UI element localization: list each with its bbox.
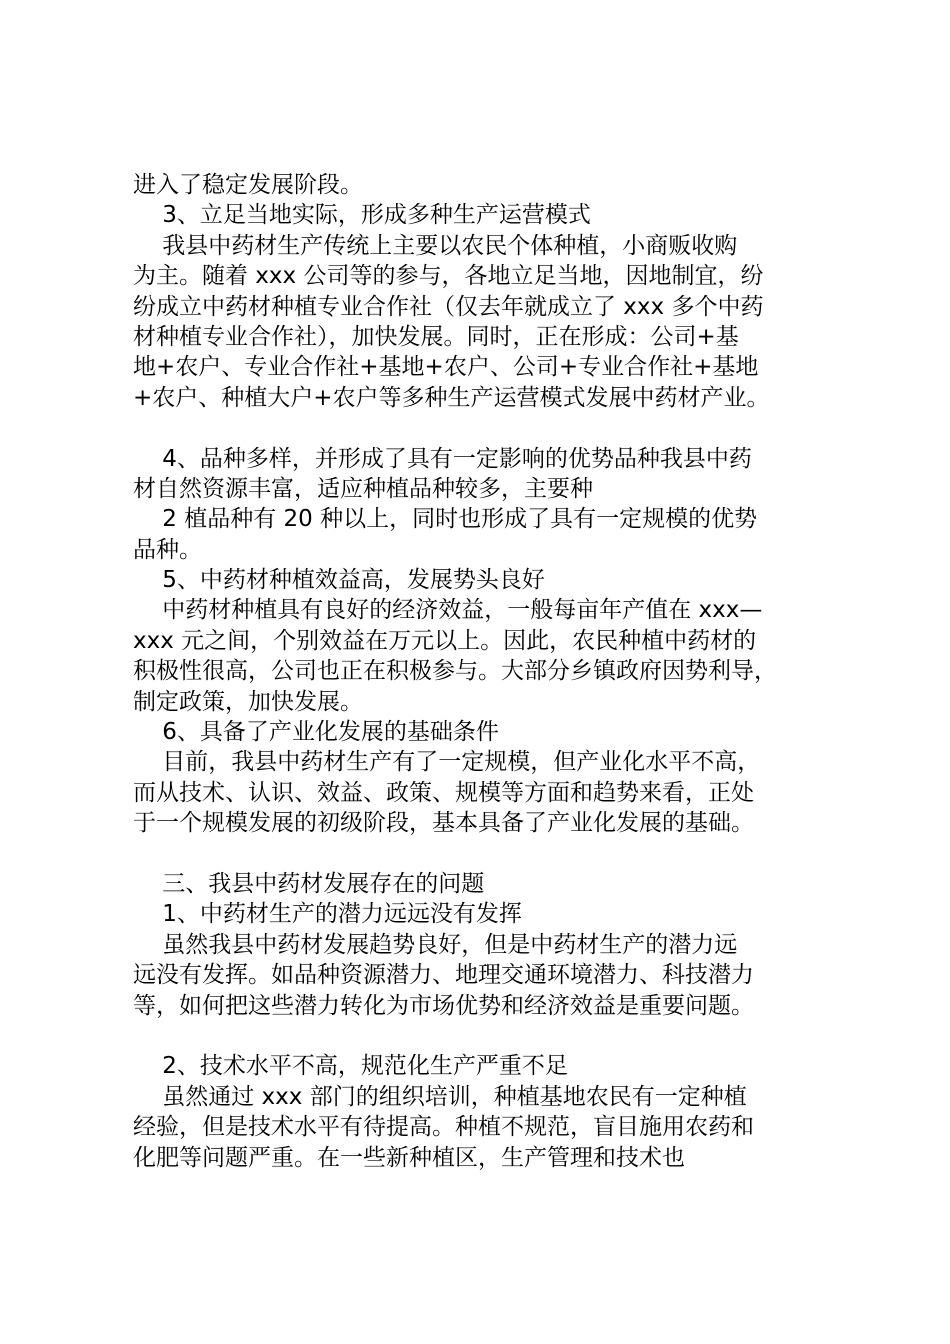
text-line: 经验，但是技术水平有待提高。种植不规范，盲目施用农药和	[133, 1114, 754, 1141]
text-line: 材种植专业合作社），加快发展。同时，正在形成：公司+基	[133, 323, 739, 350]
text-line: 进入了稳定发展阶段。	[133, 172, 363, 198]
text-line: 化肥等问题严重。在一些新种植区，生产管理和技术也	[133, 1144, 685, 1171]
text-line: 于一个规模发展的初级阶段，基本具备了产业化发展的基础。	[133, 810, 754, 837]
blank-line	[133, 839, 853, 869]
text-line: 而从技术、认识、效益、政策、规模等方面和趋势来看，正处	[133, 779, 754, 806]
text-line: 我县中药材生产传统上主要以农民个体种植，小商贩收购	[133, 232, 738, 259]
text-line: 虽然我县中药材发展趋势良好，但是中药材生产的潜力远	[133, 931, 738, 958]
text-line: 2 植品种有 20 种以上，同时也形成了具有一定规模的优势	[133, 506, 758, 533]
text-line: 中药材种植具有良好的经济效益，一般每亩年产值在 xxx—	[133, 597, 763, 624]
text-line: 为主。随着 xxx 公司等的参与，各地立足当地，因地制宜，纷	[133, 263, 764, 290]
chapter-heading-problems: 三、我县中药材发展存在的问题	[133, 870, 485, 897]
text-line: 品种。	[133, 536, 202, 563]
blank-line	[133, 413, 853, 443]
text-line: 等，如何把这些潜力转化为市场优势和经济效益是重要问题。	[133, 992, 754, 1019]
text-line: 目前，我县中药材生产有了一定规模，但产业化水平不高，	[133, 749, 761, 776]
text-line: 材自然资源丰富，适应种植品种较多，主要种	[133, 475, 593, 502]
document-body	[133, 170, 853, 1173]
text-line: 远没有发挥。如品种资源潜力、地理交通环境潜力、科技潜力	[133, 962, 754, 989]
section-heading-5: 5、中药材种植效益高，发展势头良好	[133, 567, 545, 594]
text-line: 积极性很高，公司也正在积极参与。大部分乡镇政府因势利导，	[133, 658, 777, 685]
problem-heading-1: 1、中药材生产的潜力远远没有发挥	[133, 901, 522, 928]
problem-heading-2: 2、技术水平不高，规范化生产严重不足	[133, 1053, 568, 1080]
section-heading-3: 3、立足当地实际，形成多种生产运营模式	[133, 202, 591, 229]
text-line: 纷成立中药材种植专业合作社（仅去年就成立了 xxx 多个中药	[133, 293, 764, 320]
blank-line	[133, 1021, 853, 1051]
text-line: 地+农户、专业合作社+基地+农户、公司+专业合作社+基地	[133, 354, 759, 381]
text-line: 制定政策，加快发展。	[133, 688, 363, 715]
section-heading-6: 6、具备了产业化发展的基础条件	[133, 719, 499, 746]
section-heading-4: 4、品种多样，并形成了具有一定影响的优势品种我县中药	[133, 445, 752, 472]
text-line: xxx 元之间，个别效益在万元以上。因此，农民种植中药材的	[133, 627, 757, 654]
text-line: +农户、种植大户+农户等多种生产运营模式发展中药材产业。	[133, 384, 770, 411]
text-line: 虽然通过 xxx 部门的组织培训，种植基地农民有一定种植	[133, 1083, 747, 1110]
